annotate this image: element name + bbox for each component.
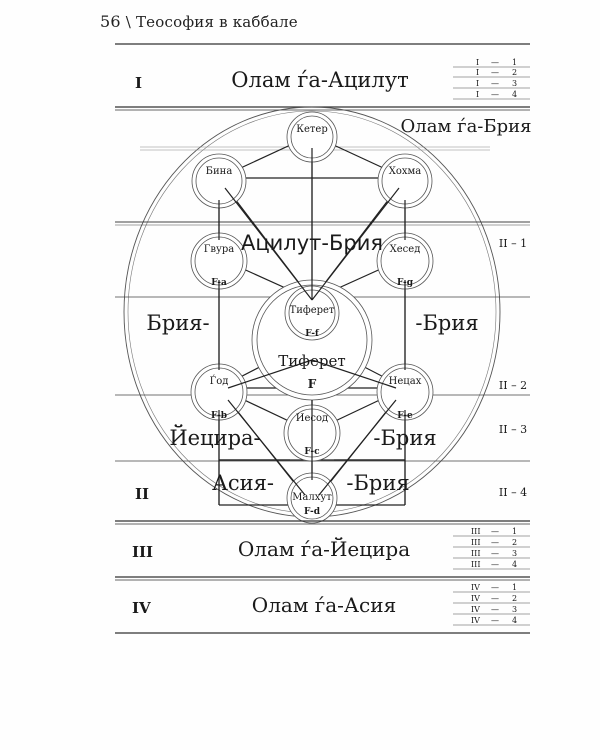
sub-levels-yetzira (453, 527, 530, 569)
sub-level-numeral: IV (471, 594, 480, 603)
sefira-hod: Ѓод (209, 376, 229, 387)
sub-level-number: 1 (512, 583, 518, 592)
sub-levels-atzilut (453, 58, 530, 99)
beria-level-4: II – 4 (498, 486, 528, 499)
world-title-atzilut: Олам ѓа-Ацилут (231, 68, 409, 92)
sefira-hod-code: F-b (210, 411, 228, 421)
sub-level-numeral: IV (471, 605, 480, 614)
sub-level-number: 3 (512, 605, 518, 614)
sub-level-numeral: IV (471, 616, 480, 625)
band-atzilut-beria: Ацилут-Брия (241, 231, 383, 255)
band-assiya-right: -Брия (346, 471, 410, 495)
sefira-hokhma: Хохма (388, 166, 422, 177)
sub-level-numeral: III (471, 560, 481, 569)
sub-level-dash: — (491, 79, 499, 88)
sub-level-dash: — (491, 90, 499, 99)
sub-level-dash: — (491, 68, 499, 77)
sefira-netzah-code: F-e (397, 411, 413, 421)
sub-level-dash: — (491, 527, 499, 536)
world-title-yetzira: Олам ѓа-Йецира (237, 537, 411, 561)
sub-level-numeral: III (471, 538, 481, 547)
sub-level-dash: — (491, 538, 499, 547)
sub-level-number: 2 (512, 594, 518, 603)
sub-level-number: 4 (512, 90, 518, 99)
header-separator: \ (125, 13, 131, 31)
band-yetzira-left: Йецира- (169, 426, 261, 450)
sub-level-dash: — (491, 594, 499, 603)
sefira-tiferet-big-code: F (307, 377, 317, 391)
sub-level-numeral: IV (471, 583, 480, 592)
hokhma-circle (378, 154, 432, 208)
beria-level-1: II – 1 (498, 237, 528, 250)
sub-level-number: 4 (512, 560, 518, 569)
world-title-beria: Олам ѓа-Брия (400, 116, 532, 137)
sub-level-numeral: I (476, 58, 480, 67)
world-title-assiya: Олам ѓа-Асия (251, 593, 397, 617)
sefira-tiferet-big: Тиферет (278, 352, 346, 370)
world-numeral-iv: IV (132, 599, 151, 617)
sub-levels-assiya (453, 583, 530, 625)
sefira-yesod: Иесод (295, 413, 329, 424)
sefira-malkhut-code: F-d (303, 507, 321, 517)
beria-level-2: II – 2 (498, 379, 528, 392)
band-yetzira-right: -Брия (373, 426, 437, 450)
band-beria-right: -Брия (415, 311, 479, 335)
sefira-tiferet-small-code: F-f (305, 329, 319, 339)
sub-level-dash: — (491, 58, 499, 67)
sub-level-number: 3 (512, 549, 518, 558)
band-beria-left: Брия- (146, 311, 210, 335)
sub-level-dash: — (491, 616, 499, 625)
sefira-bina: Бина (205, 166, 233, 177)
sub-level-numeral: I (476, 90, 480, 99)
sub-level-number: 3 (512, 79, 518, 88)
sefira-netzah: Нецах (388, 376, 422, 387)
bina-circle (192, 154, 246, 208)
sefira-hesed-code: F-g (396, 278, 414, 288)
sub-level-number: 2 (512, 68, 518, 77)
sub-level-number: 2 (512, 538, 518, 547)
sefira-yesod-code: F-c (304, 447, 320, 457)
world-numeral-i: I (135, 74, 143, 92)
world-numeral-ii: II (135, 485, 150, 503)
sefira-keter: Кетер (296, 124, 328, 135)
sub-level-numeral: I (476, 68, 480, 77)
band-assiya-left: Асия- (211, 471, 275, 495)
sub-level-dash: — (491, 605, 499, 614)
sub-level-dash: — (491, 549, 499, 558)
sub-level-numeral: I (476, 79, 480, 88)
sefira-malkhut: Малхут (292, 492, 332, 503)
sub-level-dash: — (491, 583, 499, 592)
sefira-gvura-code: F-a (211, 278, 227, 288)
sub-level-number: 4 (512, 616, 518, 625)
sub-level-numeral: III (471, 527, 481, 536)
sub-level-numeral: III (471, 549, 481, 558)
sub-level-number: 1 (512, 58, 518, 67)
sefira-hesed: Хесед (389, 244, 421, 255)
sub-level-dash: — (491, 560, 499, 569)
world-numeral-iii: III (132, 543, 154, 561)
sub-level-number: 1 (512, 527, 518, 536)
sefira-tiferet-small: Тиферет (289, 305, 335, 316)
beria-level-3: II – 3 (498, 423, 528, 436)
sefira-gvura: Гвура (203, 244, 235, 255)
page-number: 56 (100, 12, 121, 31)
header-title: Теософия в каббале (135, 13, 298, 31)
